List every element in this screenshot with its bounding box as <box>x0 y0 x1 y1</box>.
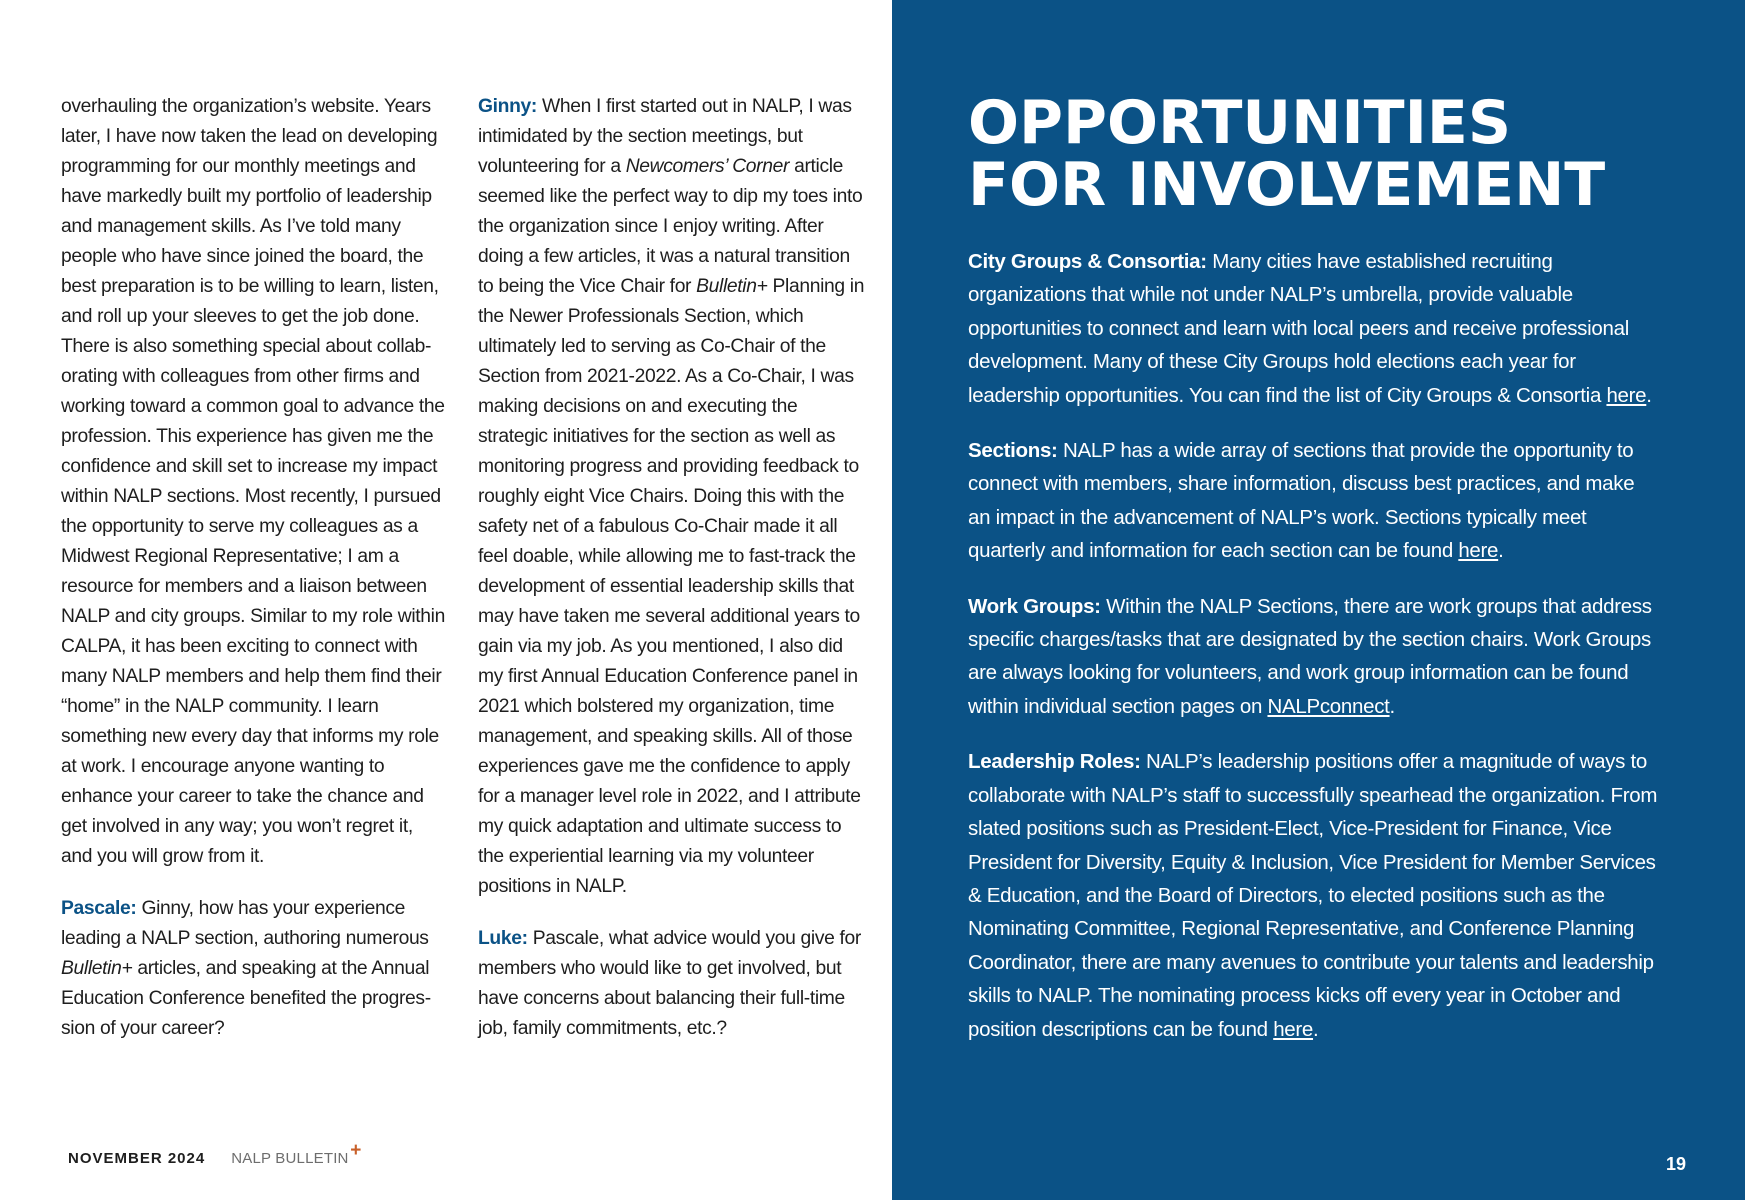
opportunity-term: Work Groups: <box>968 594 1101 618</box>
sentence-end: . <box>1313 1017 1319 1041</box>
opportunity-description: Within the NALP Sections, there are work groups that address specific charges/tasks that are designated by the section chairs. Work Groups are always looking for volunteers, and work group information can be found within individual section pages on <box>968 594 1652 718</box>
opportunity-sections <box>968 434 1658 568</box>
opportunities-list <box>968 245 1658 1068</box>
bulletin-italic: Bulletin+ <box>696 276 768 297</box>
nalpconnect-link[interactable]: NALPconnect <box>1267 694 1390 718</box>
opportunity-description: NALP’s leadership positions offer a magnitude of ways to collaborate with NALP’s staff to successfully spearhead the organization. From slated positions such as President-Elect, Vice-President for Finance, Vice President for Diversity, Equity & Inclusion, Vice President for Member Services & Education, and the Board of Directors, to elected positions such as the Nominating Committee, Regional Representative, and Conference Planning Coordinator, there are many avenues to contribute your talents and leadership skills to NALP. The nominating process kicks off every year in October and position descriptions can be found <box>968 750 1658 1041</box>
sentence-end: . <box>1389 694 1395 718</box>
paragraph-ginny-answer <box>478 92 868 902</box>
publication-name-text: NALP BULLETIN <box>231 1150 349 1167</box>
question-text-b: articles, and speaking at the Annual Education Conference benefited the progression of your career? <box>61 958 432 1039</box>
paragraph-pascale-question <box>61 894 446 1044</box>
answer-text-a: When I first started out in NALP, I was intimidated by the section meetings, but volunteering for a <box>478 96 852 177</box>
answer-text-c: Planning in the Newer Professionals Section, which ultimately led to serving as Co-Chair of the Section from 2021-2022. As a Co-Chair, I was making decisions on and executing the strategic initiatives for the section as well as monitoring progress and providing feedback to roughly eight Vice Chairs. Doing this with the safety net of a fabulous Co-Chair made it all feel doable, while allowing me to fast-track the development of essential leadership skills that may have taken me several additional years to gain via my job. As you mentioned, I also did my first Annual Education Conference panel in 2021 which bolstered my organization, time management, and speaking skills. All of those experiences gave me the confidence to apply for a manager level role in 2022, and I attribute my quick adaptation and ultimate success to the experiential learning via my volunteer positions in NALP. <box>478 276 865 897</box>
sentence-end: . <box>1646 383 1652 407</box>
opportunity-term: City Groups & Consortia: <box>968 250 1207 273</box>
article-column-2 <box>478 92 868 1066</box>
answer-text-b: article seemed like the perfect way to dip my toes into the organization since I enjoy writing. After doing a few articles, it was a natural transition to being the Vice Chair for <box>478 156 863 297</box>
paragraph-continuation: overhauling the organization’s website. Years later, I have now taken the lead on developing programming for our monthly meetings and have markedly built my portfolio of leadership and management skills. As I’ve told many people who have since joined the board, the best preparation is to be willing to learn, listen, and roll up your sleeves to get the job done. There is also something special about collaborating with colleagues from other firms and working toward a common goal to advance the profession. This experience has given me the confidence and skill set to increase my impact within NALP sections. Most recently, I pursued the opportunity to serve my colleagues as a Midwest Regional Representative; I am a resource for members and a liaison between NALP and city groups. Similar to my role within CALPA, it has been exciting to connect with many NALP members and help them find their “home” in the NALP community. I learn something new every day that informs my role at work. I encourage anyone wanting to enhance your career to take the chance and get involved in any way; you won’t regret it, and you will grow from it. <box>61 96 445 867</box>
city-groups-here-link[interactable]: here <box>1606 383 1647 407</box>
publication-name <box>231 1140 362 1167</box>
newcomers-corner-italic: Newcomers’ Corner <box>625 156 790 177</box>
opportunity-leadership-roles <box>968 745 1658 1046</box>
sentence-end: . <box>1498 539 1504 563</box>
sidebar-headline <box>968 88 1606 220</box>
plus-logo-mark-icon: + <box>350 1140 362 1161</box>
speaker-label-luke: Luke: <box>478 928 528 949</box>
headline-line-1: OPPORTUNITIES <box>968 88 1512 158</box>
sections-here-link[interactable]: here <box>1458 539 1499 563</box>
luke-question-text: Pascale, what advice would you give for members who would like to get involved, but have concerns about balancing their full-time job, family commitments, etc.? <box>478 928 861 1039</box>
page-footer <box>68 1140 362 1167</box>
page-number: 19 <box>1666 1154 1687 1174</box>
headline-line-2: FOR INVOLVEMENT <box>968 150 1606 220</box>
speaker-label-ginny: Ginny: <box>478 96 537 117</box>
opportunity-city-groups <box>968 245 1658 412</box>
opportunity-description: NALP has a wide array of sections that provide the opportunity to connect with members, share information, discuss best practices, and make an impact in the advancement of NALP’s work. Sections typically meet quarterly and information for each section can be found <box>968 439 1635 563</box>
opportunity-term: Leadership Roles: <box>968 750 1141 774</box>
opportunity-term: Sections: <box>968 439 1058 463</box>
speaker-label-pascale: Pascale: <box>61 898 137 919</box>
paragraph-luke-question <box>478 924 868 1044</box>
opportunity-description: Many cities have established recruiting organizations that while not under NALP’s umbrella, provide valuable opportunities to connect and learn with local peers and receive professional development. Many of these City Groups hold elections each year for leadership opportunities. You can find the list of City Groups & Consortia <box>968 250 1629 407</box>
leadership-here-link[interactable]: here <box>1273 1017 1314 1041</box>
article-column-1 <box>61 92 446 1066</box>
publication-title-italic: Bulletin+ <box>61 958 133 979</box>
question-text-a: Ginny, how has your experience leading a NALP section, authoring numerous <box>61 898 429 949</box>
issue-date: NOVEMBER 2024 <box>68 1150 206 1167</box>
opportunity-work-groups <box>968 590 1658 724</box>
